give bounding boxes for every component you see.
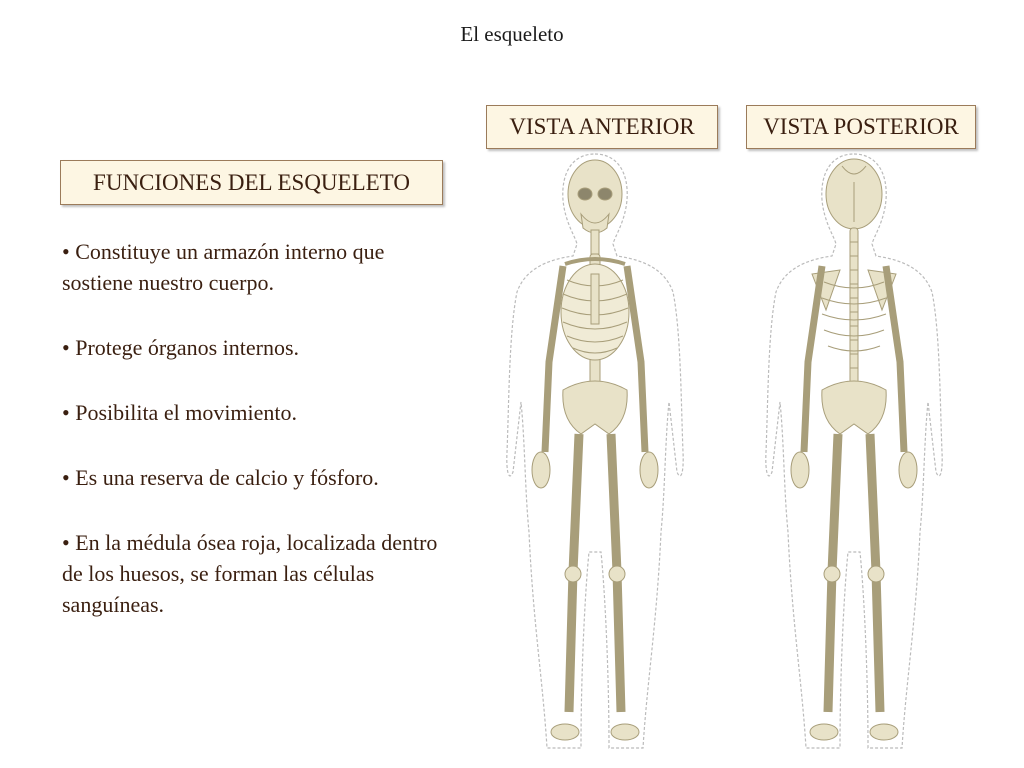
anterior-view-label: VISTA ANTERIOR (486, 105, 718, 149)
function-item: • Es una reserva de calcio y fósforo. (62, 465, 379, 490)
skull-shape (568, 160, 622, 228)
function-item: • Constituye un armazón interno que sostiene nuestro cuerpo. (62, 239, 385, 295)
functions-list (62, 236, 452, 620)
function-item: • En la médula ósea roja, localizada dentro de los huesos, se forman las células sanguíneas. (62, 530, 438, 617)
posterior-view-label: VISTA POSTERIOR (746, 105, 976, 149)
function-item: • Protege órganos internos. (62, 335, 300, 360)
skeleton-anterior-illustration (505, 152, 685, 752)
function-item: • Posibilita el movimiento. (62, 400, 298, 425)
functions-heading: FUNCIONES DEL ESQUELETO (60, 160, 443, 205)
page-title: El esqueleto (460, 22, 564, 46)
skeleton-posterior-illustration (764, 152, 944, 752)
